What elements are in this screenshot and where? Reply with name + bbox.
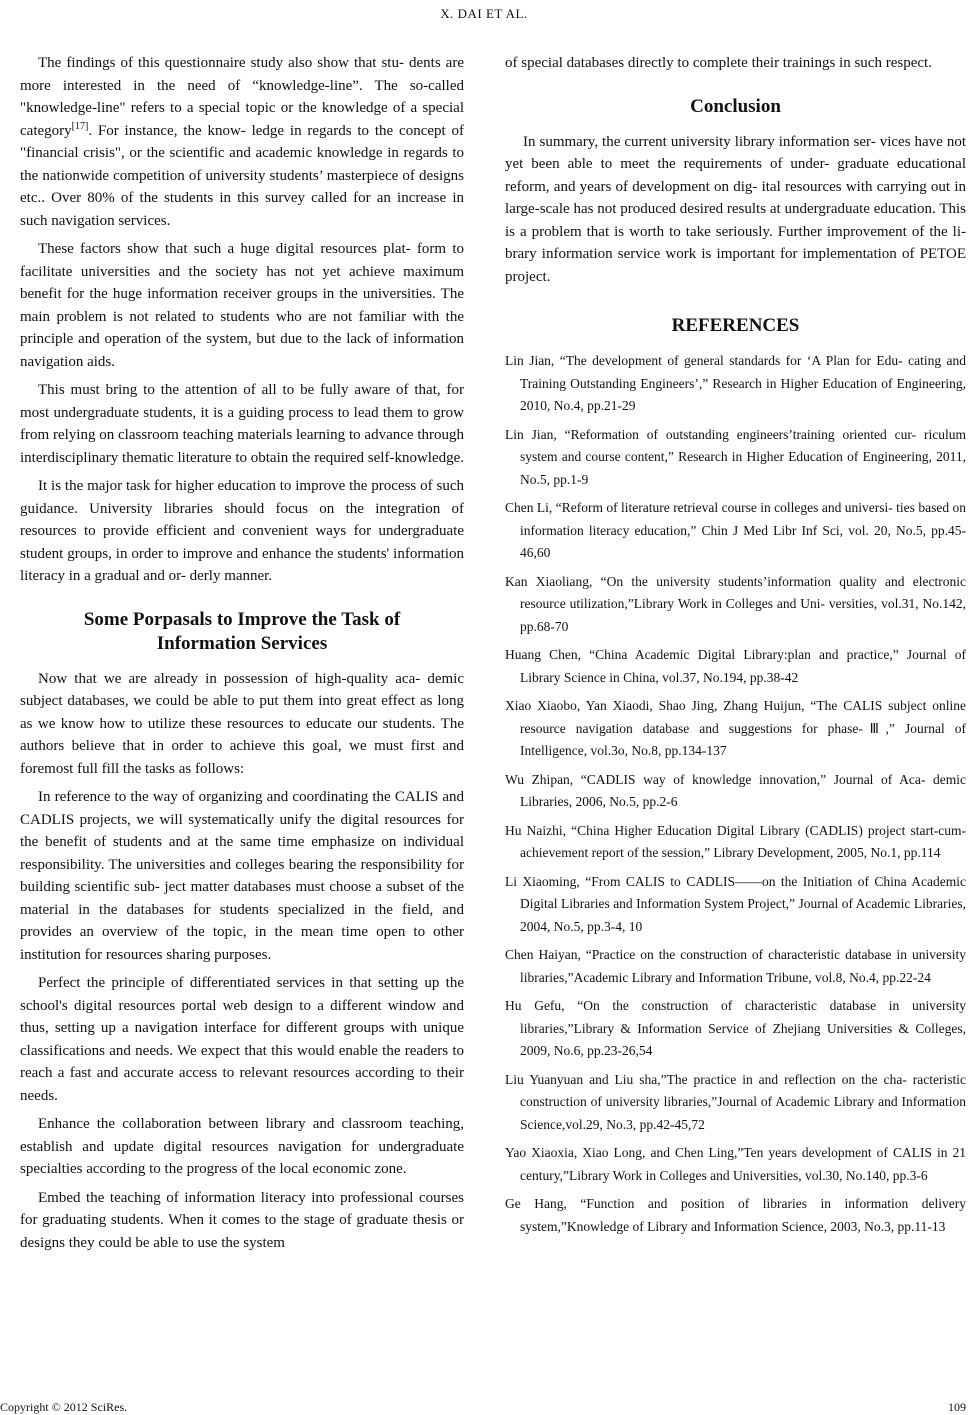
section-heading-line: Information Services [156, 632, 328, 654]
reference-item: Ge Hang, “Function and position of libraries in information delivery system,”Knowledge of Library and Information Science, 2003, No.3, pp.11-13 [505, 1196, 966, 1234]
reference-item: Kan Xiaoliang, “On the university students’information quality and electronic resource utilization,”Library Work in Colleges and Uni- versities, vol.31, No.142, pp.68-70 [505, 573, 966, 634]
left-column [20, 52, 464, 1260]
reference-item: Chen Haiyan, “Practice on the construction of characteristic database in university libraries,”Academic Library and Information Tribune, vol.8, No.4, pp.22-24 [505, 947, 966, 985]
reference-item: Wu Zhipan, “CADLIS way of knowledge innovation,” Journal of Aca- demic Libraries, 2006, No.5, pp.2-6 [505, 771, 966, 809]
reference-item: Liu Yuanyuan and Liu sha,”The practice in and reflection on the cha- racteristic construction of university libraries,”Journal of Academic Library and Information Science,vol.29, No.3, pp.42-45,72 [505, 1071, 966, 1132]
conclusion-paragraph: In summary, the current university library information ser- vices have not yet been able to meet the requirements of under- graduate educational reform, and years of development on dig- ital resources with carrying out in large-scale has not produced desired results at undergraduate education. This is a problem that is worth to take seriously. Further improvement of the li- brary information service work is important for implementation of PETOE project. [505, 133, 966, 285]
section-heading [20, 608, 464, 656]
reference-item: Yao Xiaoxia, Xiao Long, and Chen Ling,”Ten years development of CALIS in 21 century,”Library Work in Colleges and Universities, vol.30, No.140, pp.3-6 [505, 1145, 966, 1183]
citation-marker: [17] [71, 120, 89, 132]
reference-item: Xiao Xiaobo, Yan Xiaodi, Shao Jing, Zhang Huijun, “The CALIS subject online resource navigation database and suggestions for phase-Ⅲ,” Journal of Intelligence, vol.3o, No.8, pp.134-137 [505, 698, 966, 758]
reference-item: Chen Li, “Reform of literature retrieval course in colleges and universi- ties based on information literacy education,” Chin J Med Libr Inf Sci, vol. 20, No.5, pp.45-46,60 [505, 500, 966, 560]
body-paragraph: It is the major task for higher education to improve the process of such guidance. University libraries should focus on the integration of resources to provide efficient and convenient ways for undergraduate student groups, in order to improve and enhance the students' information literacy in a gradual and or- derly manner. [20, 478, 464, 584]
body-paragraph: This must bring to the attention of all to be fully aware of that, for most undergraduate students, it is a guiding process to lead them to grow from relying on classroom teaching materials learning to advance through interdisciplinary thematic literature to obtain the required self-knowledge. [20, 382, 465, 466]
page-number: 109 [948, 1400, 966, 1414]
references-heading: REFERENCES [671, 315, 800, 336]
reference-item: Hu Gefu, “On the construction of characteristic database in university libraries,”Library & Information Service of Zhejiang Universities & Colleges, 2009, No.6, pp.23-26,54 [505, 998, 966, 1058]
right-column [505, 52, 966, 1244]
reference-item: Lin Jian, “The development of general standards for ‘A Plan for Edu- cating and Training Outstanding Engineers’,” Research in Higher Education of Engineering, 2010, No.4, pp.21-29 [505, 353, 966, 413]
body-paragraph: In reference to the way of organizing and coordinating the CALIS and CADLIS projects, we will systematically unify the digital resources for the benefit of students and at the same time emphasize on individual responsibility. The universities and colleges bearing the responsibility for building scientific sub- ject matter databases must choose a subset of the material in the databases for students specialized in the field, and provides an overview of the topic, in the mean time open to other institution for resources sharing purposes. [20, 789, 464, 963]
reference-item: Huang Chen, “China Academic Digital Library:plan and practice,” Journal of Library Science in China, vol.37, No.194, pp.38-42 [505, 647, 966, 685]
body-paragraph: These factors show that such a huge digital resources plat- form to facilitate universities and the society has not yet achieve maximum benefit for the huge information receiver groups in the universities. The main problem is not related to students who are not familiar with the principle and operation of the system, but due to the lack of information navigation aids. [20, 241, 464, 370]
body-paragraph: of special databases directly to complete their trainings in such respect. [505, 55, 932, 71]
reference-item: Lin Jian, “Reformation of outstanding engineers’training oriented cur- riculum system and course content,” Research in Higher Education of Engineering, 2011, No.5, pp.1-9 [505, 426, 966, 487]
paragraph-text: . For instance, the know- ledge in regards to the concept of "financial crisis", or the scientific and academic knowledge in regards to the nationwide competition of university students’ masterpiece of designs etc.. Over 80% of the students in this survey called for an increase in such navigation services. [20, 122, 464, 229]
body-paragraph: Perfect the principle of differentiated services in that setting up the school's digital resources portal web design to a different window and thus, setting up a navigation interface for different groups with unique classifications and needs. We expect that this would enable the readers to reach a fast and accurate access to relevant resources according to their needs. [20, 975, 464, 1104]
reference-list [505, 350, 966, 1238]
copyright-notice: Copyright © 2012 SciRes. [0, 1400, 128, 1414]
body-paragraph [20, 52, 464, 232]
running-head: X. DAI ET AL. [440, 6, 528, 21]
reference-item: Hu Naizhi, “China Higher Education Digital Library (CADLIS) project start-cum-achievement report of the session,” Library Development, 2005, No.1, pp.114 [505, 822, 966, 860]
reference-item: Li Xiaoming, “From CALIS to CADLIS——on the Initiation of China Academic Digital Libraries and Information System Project,” Journal of Academic Libraries, 2004, No.5, pp.3-4, 10 [505, 873, 966, 934]
body-paragraph: Embed the teaching of information literacy into professional courses for graduating students. When it comes to the stage of graduate thesis or designs they could be able to use the system [20, 1189, 464, 1251]
body-paragraph: Enhance the collaboration between library and classroom teaching, establish and update digital resources navigation for undergraduate specialties according to the progress of the local economic zone. [20, 1116, 464, 1177]
paragraph-text: The findings of this questionnaire study also show that stu- dents are more interested in the need of “knowledge-line”. The so-called "knowledge-line" refers to a special topic or the knowledge of a special category [20, 55, 464, 139]
body-paragraph: Now that we are already in possession of high-quality aca- demic subject databases, we could be able to put them into great effect as long as we know how to utilize these resources to educate our students. The authors believe that in order to achieve this goal, we must first and foremost full fill the tasks as follows: [20, 670, 464, 777]
conclusion-heading: Conclusion [690, 95, 781, 117]
section-heading-line: Some Porpasals to Improve the Task of [83, 608, 401, 630]
